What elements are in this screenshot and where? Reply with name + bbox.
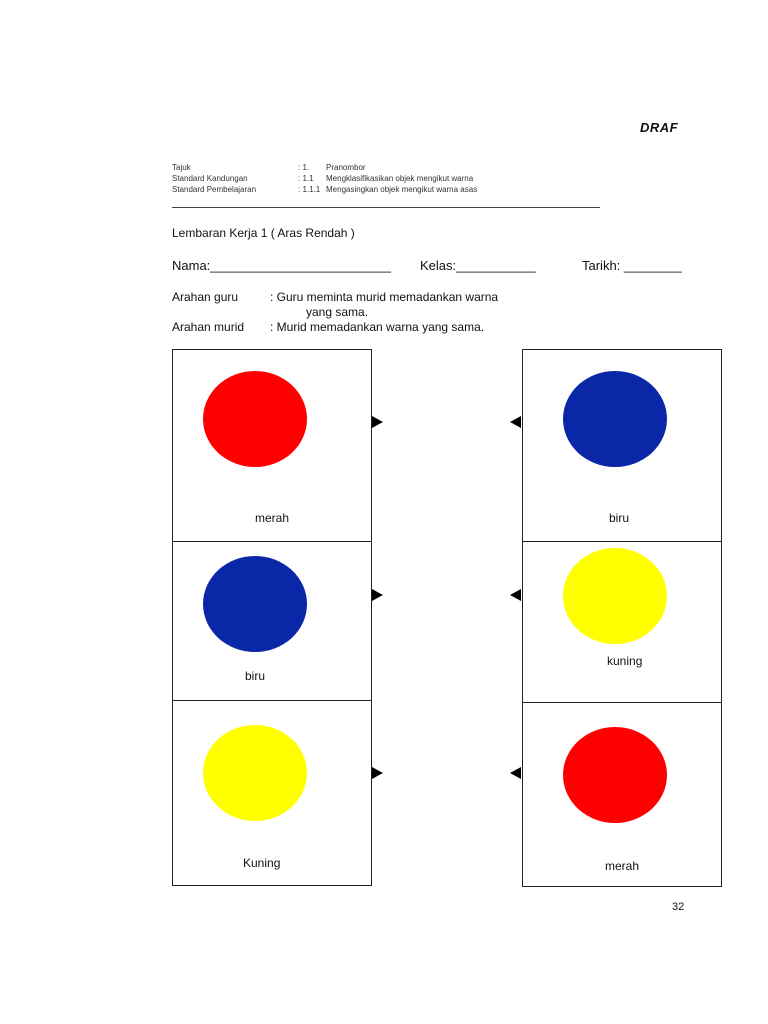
class-field[interactable]: Kelas:___________ (420, 258, 536, 273)
page-number: 32 (672, 901, 685, 913)
meta-text-standard-kandungan: Mengklasifikasikan objek mengikut warna (326, 174, 474, 183)
right-match-point-2[interactable] (510, 589, 521, 601)
left-match-point-1[interactable] (372, 416, 383, 428)
right-match-point-3[interactable] (510, 767, 521, 779)
meta-text-tajuk: Pranombor (326, 163, 366, 172)
meta-label-standard-kandungan: Standard Kandungan (172, 174, 248, 183)
right-circle-1 (563, 371, 667, 467)
meta-num-standard-kandungan: : 1.1 (298, 174, 314, 183)
right-cell-1[interactable] (523, 350, 721, 541)
left-label-3: Kuning (243, 856, 281, 870)
right-label-2: kuning (607, 654, 643, 668)
right-circle-3 (563, 727, 667, 823)
right-column (522, 349, 722, 887)
left-label-2: biru (245, 669, 266, 683)
left-circle-3 (203, 725, 307, 821)
meta-label-standard-pembelajaran: Standard Pembelajaran (172, 185, 257, 194)
right-label-3: merah (605, 859, 640, 873)
teacher-instruction-line2: yang sama. (306, 305, 369, 319)
teacher-instruction-label: Arahan guru (172, 290, 239, 304)
draft-label: DRAF (640, 120, 679, 135)
name-field[interactable]: Nama:_________________________ (172, 258, 392, 273)
teacher-instruction-line1: : Guru meminta murid memadankan warna (270, 290, 499, 304)
date-field[interactable]: Tarikh: ________ (582, 258, 682, 273)
student-instruction-text: : Murid memadankan warna yang sama. (270, 320, 485, 334)
left-circle-2 (203, 556, 307, 652)
left-column (172, 349, 372, 886)
header-divider (172, 207, 600, 208)
meta-num-standard-pembelajaran: : 1.1.1 (298, 185, 321, 194)
left-cell-3[interactable] (173, 700, 371, 887)
right-cell-3[interactable] (523, 702, 721, 888)
meta-num-tajuk: : 1. (298, 163, 310, 172)
worksheet-title: Lembaran Kerja 1 ( Aras Rendah ) (172, 226, 355, 240)
left-circle-1 (203, 371, 307, 467)
right-cell-2[interactable] (523, 541, 721, 702)
meta-text-standard-pembelajaran: Mengasingkan objek mengikut warna asas (326, 185, 478, 194)
left-cell-1[interactable] (173, 350, 371, 541)
left-label-1: merah (255, 511, 290, 525)
meta-label-tajuk: Tajuk (172, 163, 191, 172)
student-instruction-label: Arahan murid (172, 320, 245, 334)
right-circle-2 (563, 548, 667, 644)
left-match-point-3[interactable] (372, 767, 383, 779)
left-cell-2[interactable] (173, 541, 371, 700)
left-match-point-2[interactable] (372, 589, 383, 601)
right-label-1: biru (609, 511, 630, 525)
right-match-point-1[interactable] (510, 416, 521, 428)
